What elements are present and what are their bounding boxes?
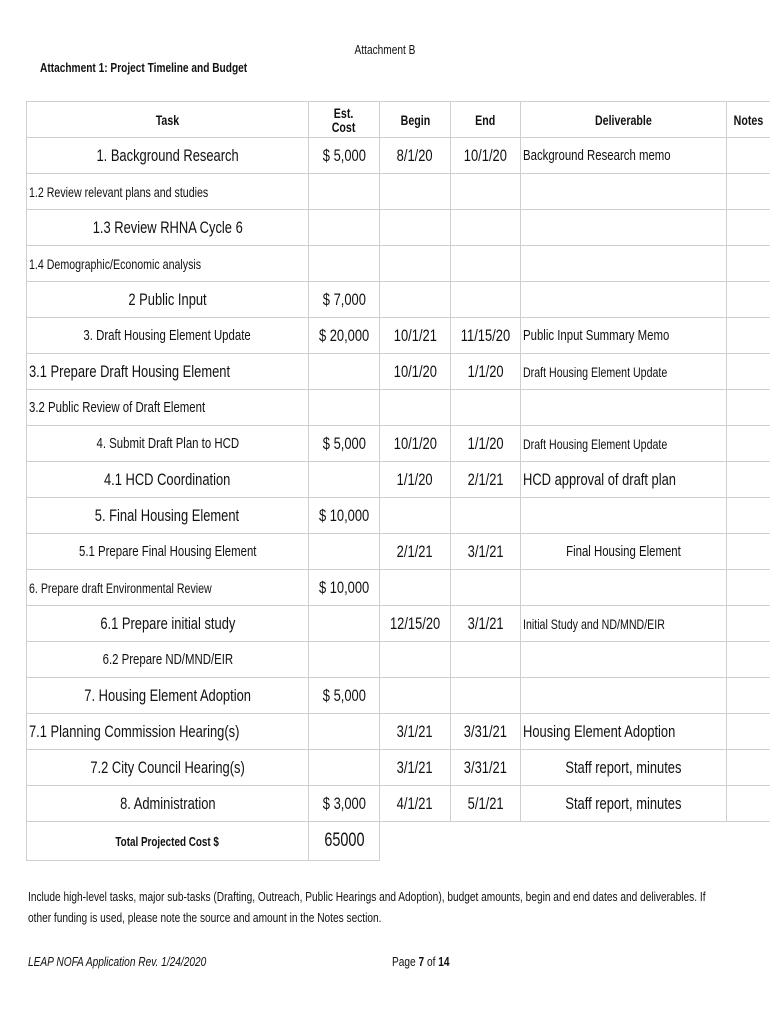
table-row bbox=[27, 210, 770, 246]
cell-end bbox=[451, 210, 521, 246]
page-title: Attachment 1: Project Timeline and Budget bbox=[40, 60, 248, 75]
table-row bbox=[27, 642, 770, 678]
table-row bbox=[27, 678, 770, 714]
cell-deliverable: Housing Element Adoption bbox=[521, 714, 727, 750]
timeline-budget-table bbox=[26, 101, 770, 861]
cell-deliverable: HCD approval of draft plan bbox=[521, 462, 727, 498]
table-row bbox=[27, 786, 770, 822]
table-row bbox=[27, 390, 770, 426]
table-row bbox=[27, 246, 770, 282]
cell-notes bbox=[727, 534, 770, 570]
table-row bbox=[27, 498, 770, 534]
cell-end: 1/1/20 bbox=[451, 426, 521, 462]
cell-begin bbox=[380, 174, 451, 210]
table-row bbox=[27, 606, 770, 642]
cell-notes bbox=[727, 174, 770, 210]
page-number: Page 7 of 14 bbox=[392, 954, 450, 969]
cell-deliverable: Staff report, minutes bbox=[521, 750, 727, 786]
cell-deliverable: Staff report, minutes bbox=[521, 786, 727, 822]
cell-deliverable bbox=[521, 642, 727, 678]
cell-task: 4. Submit Draft Plan to HCD bbox=[27, 426, 309, 462]
cell-task: 6.1 Prepare initial study bbox=[27, 606, 309, 642]
cell-begin bbox=[380, 642, 451, 678]
table-row bbox=[27, 534, 770, 570]
table-row bbox=[27, 570, 770, 606]
form-revision: LEAP NOFA Application Rev. 1/24/2020 bbox=[28, 954, 207, 969]
cell-task: 6.2 Prepare ND/MND/EIR bbox=[27, 642, 309, 678]
table-row bbox=[27, 750, 770, 786]
cell-begin: 10/1/20 bbox=[380, 354, 451, 390]
cell-notes bbox=[727, 570, 770, 606]
cell-cost bbox=[308, 534, 379, 570]
cell-deliverable: Background Research memo bbox=[521, 138, 727, 174]
cell-deliverable bbox=[521, 390, 727, 426]
cell-begin bbox=[380, 390, 451, 426]
cell-task: 7.2 City Council Hearing(s) bbox=[27, 750, 309, 786]
cell-begin bbox=[380, 282, 451, 318]
cell-deliverable bbox=[521, 174, 727, 210]
cell-cost bbox=[308, 390, 379, 426]
cell-begin bbox=[380, 246, 451, 282]
cell-task: 3.2 Public Review of Draft Element bbox=[27, 390, 309, 426]
cell-cost: $ 3,000 bbox=[308, 786, 379, 822]
cell-end: 3/31/21 bbox=[451, 750, 521, 786]
cell-begin: 12/15/20 bbox=[380, 606, 451, 642]
cell-deliverable bbox=[521, 246, 727, 282]
cell-task: 3. Draft Housing Element Update bbox=[27, 318, 309, 354]
table-row bbox=[27, 138, 770, 174]
cell-deliverable bbox=[521, 678, 727, 714]
cell-end: 1/1/20 bbox=[451, 354, 521, 390]
table-row bbox=[27, 462, 770, 498]
cell-deliverable bbox=[521, 210, 727, 246]
col-header-task: Task bbox=[27, 102, 309, 138]
cell-begin: 4/1/21 bbox=[380, 786, 451, 822]
cell-cost: $ 5,000 bbox=[308, 138, 379, 174]
cell-task: 2 Public Input bbox=[27, 282, 309, 318]
cell-cost: $ 10,000 bbox=[308, 570, 379, 606]
cell-notes bbox=[727, 282, 770, 318]
cell-notes bbox=[727, 498, 770, 534]
cell-cost: $ 5,000 bbox=[308, 426, 379, 462]
cell-end bbox=[451, 642, 521, 678]
cell-deliverable: Draft Housing Element Update bbox=[521, 354, 727, 390]
cell-end bbox=[451, 390, 521, 426]
cell-cost: $ 5,000 bbox=[308, 678, 379, 714]
table-row bbox=[27, 354, 770, 390]
table-row bbox=[27, 426, 770, 462]
total-value: 65000 bbox=[308, 822, 379, 861]
cell-cost bbox=[308, 606, 379, 642]
cell-deliverable bbox=[521, 282, 727, 318]
cell-begin bbox=[380, 210, 451, 246]
total-label: Total Projected Cost $ bbox=[27, 822, 309, 861]
cell-end: 10/1/20 bbox=[451, 138, 521, 174]
cell-deliverable: Public Input Summary Memo bbox=[521, 318, 727, 354]
cell-begin: 8/1/20 bbox=[380, 138, 451, 174]
cell-notes bbox=[727, 678, 770, 714]
cell-cost bbox=[308, 174, 379, 210]
col-header-end: End bbox=[451, 102, 521, 138]
cell-notes bbox=[727, 462, 770, 498]
cell-deliverable bbox=[521, 498, 727, 534]
cell-deliverable bbox=[521, 570, 727, 606]
total-row bbox=[27, 822, 770, 861]
cell-task: 4.1 HCD Coordination bbox=[27, 462, 309, 498]
cell-task: 7. Housing Element Adoption bbox=[27, 678, 309, 714]
cell-deliverable: Initial Study and ND/MND/EIR bbox=[521, 606, 727, 642]
cell-cost bbox=[308, 714, 379, 750]
cell-begin: 10/1/21 bbox=[380, 318, 451, 354]
cell-end: 3/1/21 bbox=[451, 606, 521, 642]
table-row bbox=[27, 714, 770, 750]
table-header-row bbox=[27, 102, 770, 138]
cell-notes bbox=[727, 606, 770, 642]
cell-notes bbox=[727, 354, 770, 390]
cell-cost bbox=[308, 462, 379, 498]
cell-notes bbox=[727, 642, 770, 678]
cell-end bbox=[451, 570, 521, 606]
cell-task: 1.2 Review relevant plans and studies bbox=[27, 174, 309, 210]
table-row bbox=[27, 174, 770, 210]
cell-end: 2/1/21 bbox=[451, 462, 521, 498]
table-row bbox=[27, 282, 770, 318]
col-header-deliverable: Deliverable bbox=[521, 102, 727, 138]
cell-cost bbox=[308, 354, 379, 390]
col-header-cost: Est. Cost bbox=[308, 102, 379, 138]
cell-task: 5.1 Prepare Final Housing Element bbox=[27, 534, 309, 570]
cell-end: 3/31/21 bbox=[451, 714, 521, 750]
cell-task: 3.1 Prepare Draft Housing Element bbox=[27, 354, 309, 390]
cell-notes bbox=[727, 786, 770, 822]
cell-notes bbox=[727, 246, 770, 282]
cell-notes bbox=[727, 390, 770, 426]
cell-begin bbox=[380, 570, 451, 606]
cell-cost: $ 10,000 bbox=[308, 498, 379, 534]
col-header-notes: Notes bbox=[727, 102, 770, 138]
cell-begin: 1/1/20 bbox=[380, 462, 451, 498]
col-header-begin: Begin bbox=[380, 102, 451, 138]
instructions-text: Include high-level tasks, major sub-tasks (Drafting, Outreach, Public Hearings and Adoption), budget amounts, begin and end dates and deliverables. If other funding is used, please note the source and amount in the Notes section. bbox=[28, 889, 706, 925]
cell-deliverable: Draft Housing Element Update bbox=[521, 426, 727, 462]
cell-cost bbox=[308, 642, 379, 678]
cell-notes bbox=[727, 138, 770, 174]
cell-task: 1. Background Research bbox=[27, 138, 309, 174]
cell-notes bbox=[727, 426, 770, 462]
cell-end bbox=[451, 246, 521, 282]
cell-deliverable: Final Housing Element bbox=[521, 534, 727, 570]
cell-begin: 3/1/21 bbox=[380, 750, 451, 786]
cell-notes bbox=[727, 750, 770, 786]
cell-task: 1.4 Demographic/Economic analysis bbox=[27, 246, 309, 282]
cell-begin bbox=[380, 498, 451, 534]
cell-begin: 3/1/21 bbox=[380, 714, 451, 750]
cell-cost bbox=[308, 246, 379, 282]
cell-end bbox=[451, 498, 521, 534]
cell-task: 8. Administration bbox=[27, 786, 309, 822]
cell-end bbox=[451, 678, 521, 714]
cell-end: 3/1/21 bbox=[451, 534, 521, 570]
cell-task: 1.3 Review RHNA Cycle 6 bbox=[27, 210, 309, 246]
cell-begin bbox=[380, 678, 451, 714]
cell-end: 5/1/21 bbox=[451, 786, 521, 822]
cell-notes bbox=[727, 714, 770, 750]
cell-task: 6. Prepare draft Environmental Review bbox=[27, 570, 309, 606]
cell-end bbox=[451, 282, 521, 318]
cell-cost bbox=[308, 750, 379, 786]
cell-notes bbox=[727, 318, 770, 354]
cell-begin: 10/1/20 bbox=[380, 426, 451, 462]
cell-end: 11/15/20 bbox=[451, 318, 521, 354]
cell-end bbox=[451, 174, 521, 210]
cell-begin: 2/1/21 bbox=[380, 534, 451, 570]
table-row bbox=[27, 318, 770, 354]
cell-task: 5. Final Housing Element bbox=[27, 498, 309, 534]
cell-cost: $ 7,000 bbox=[308, 282, 379, 318]
cell-task: 7.1 Planning Commission Hearing(s) bbox=[27, 714, 309, 750]
attachment-label: Attachment B bbox=[354, 42, 416, 57]
total-empty-cell bbox=[380, 822, 770, 861]
cell-cost: $ 20,000 bbox=[308, 318, 379, 354]
cell-cost bbox=[308, 210, 379, 246]
cell-notes bbox=[727, 210, 770, 246]
